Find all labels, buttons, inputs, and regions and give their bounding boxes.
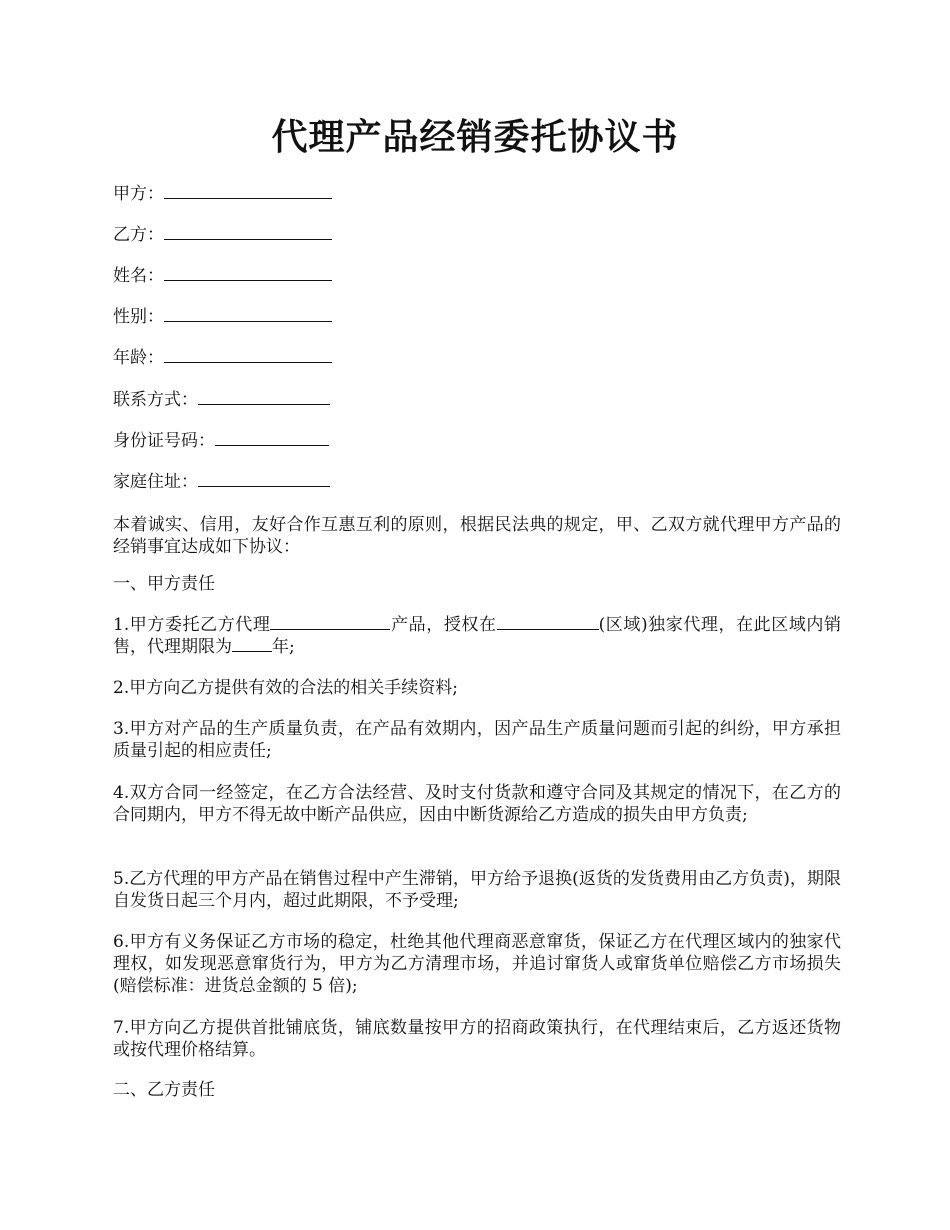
blank-line xyxy=(198,386,330,405)
intro-paragraph: 本着诚实、信用，友好合作互惠互利的原则，根据民法典的规定，甲、乙双方就代理甲方产品的经销事宜达成如下协议： xyxy=(113,515,841,557)
blank-line xyxy=(164,180,332,199)
clause-2: 2.甲方向乙方提供有效的合法的相关手续资料; xyxy=(113,678,458,698)
blank-line xyxy=(215,427,329,446)
clause-7: 7.甲方向乙方提供首批铺底货，铺底数量按甲方的招商政策执行，在代理结束后，乙方返还货物或按代理价格结算。 xyxy=(113,1018,841,1060)
field-gender xyxy=(113,303,332,329)
clause-6: 6.甲方有义务保证乙方市场的稳定，杜绝其他代理商恶意窜货，保证乙方在代理区域内的独家代理权，如发现恶意窜货行为，甲方为乙方清理市场，并追讨窜货人或窜货单位赔偿乙方市场损失(赔偿标准：进货总金额的 5 倍); xyxy=(113,932,841,996)
blank-product xyxy=(270,614,390,630)
blank-line xyxy=(164,303,332,322)
blank-line xyxy=(164,262,332,281)
blank-years xyxy=(232,636,272,652)
field-party-a xyxy=(113,180,332,206)
clause-1-text-b: 产品，授权在 xyxy=(390,615,497,635)
section-2-heading: 二、乙方责任 xyxy=(113,1080,215,1100)
field-id-number xyxy=(113,427,329,453)
field-name xyxy=(113,262,332,288)
field-label: 家庭住址： xyxy=(113,472,198,492)
clause-1 xyxy=(113,614,841,658)
section-1-heading: 一、甲方责任 xyxy=(113,574,215,594)
field-label: 甲方： xyxy=(113,184,164,204)
field-address xyxy=(113,468,330,494)
clause-1-text-a: 1.甲方委托乙方代理 xyxy=(113,615,271,635)
clause-5: 5.乙方代理的甲方产品在销售过程中产生滞销，甲方给予退换(返货的发货费用由乙方负责)，期限自发货日起三个月内，超过此期限，不予受理; xyxy=(113,869,841,911)
blank-line xyxy=(198,468,330,487)
field-label: 身份证号码： xyxy=(113,431,215,451)
field-label: 姓名： xyxy=(113,266,164,286)
field-contact xyxy=(113,386,330,412)
clause-3: 3.甲方对产品的生产质量负责，在产品有效期内，因产品生产质量问题而引起的纠纷，甲方承担质量引起的相应责任; xyxy=(113,719,841,761)
field-age xyxy=(113,344,332,370)
field-label: 联系方式： xyxy=(113,390,198,410)
blank-line xyxy=(164,221,332,240)
field-label: 年龄： xyxy=(113,348,164,368)
clause-1-text-c: (区域)独家代理，在此区域内销售，代理期限为 xyxy=(113,615,842,657)
field-party-b xyxy=(113,221,332,247)
field-label: 乙方： xyxy=(113,225,164,245)
clause-1-text-d: 年; xyxy=(272,637,295,657)
field-label: 性别： xyxy=(113,307,164,327)
document-title: 代理产品经销委托协议书 xyxy=(271,116,679,158)
blank-region xyxy=(497,614,599,630)
clause-4: 4.双方合同一经签定，在乙方合法经营、及时支付货款和遵守合同及其规定的情况下，在乙方的合同期内，甲方不得无故中断产品供应，因由中断货源给乙方造成的损失由甲方负责; xyxy=(113,783,841,825)
blank-line xyxy=(164,344,332,363)
